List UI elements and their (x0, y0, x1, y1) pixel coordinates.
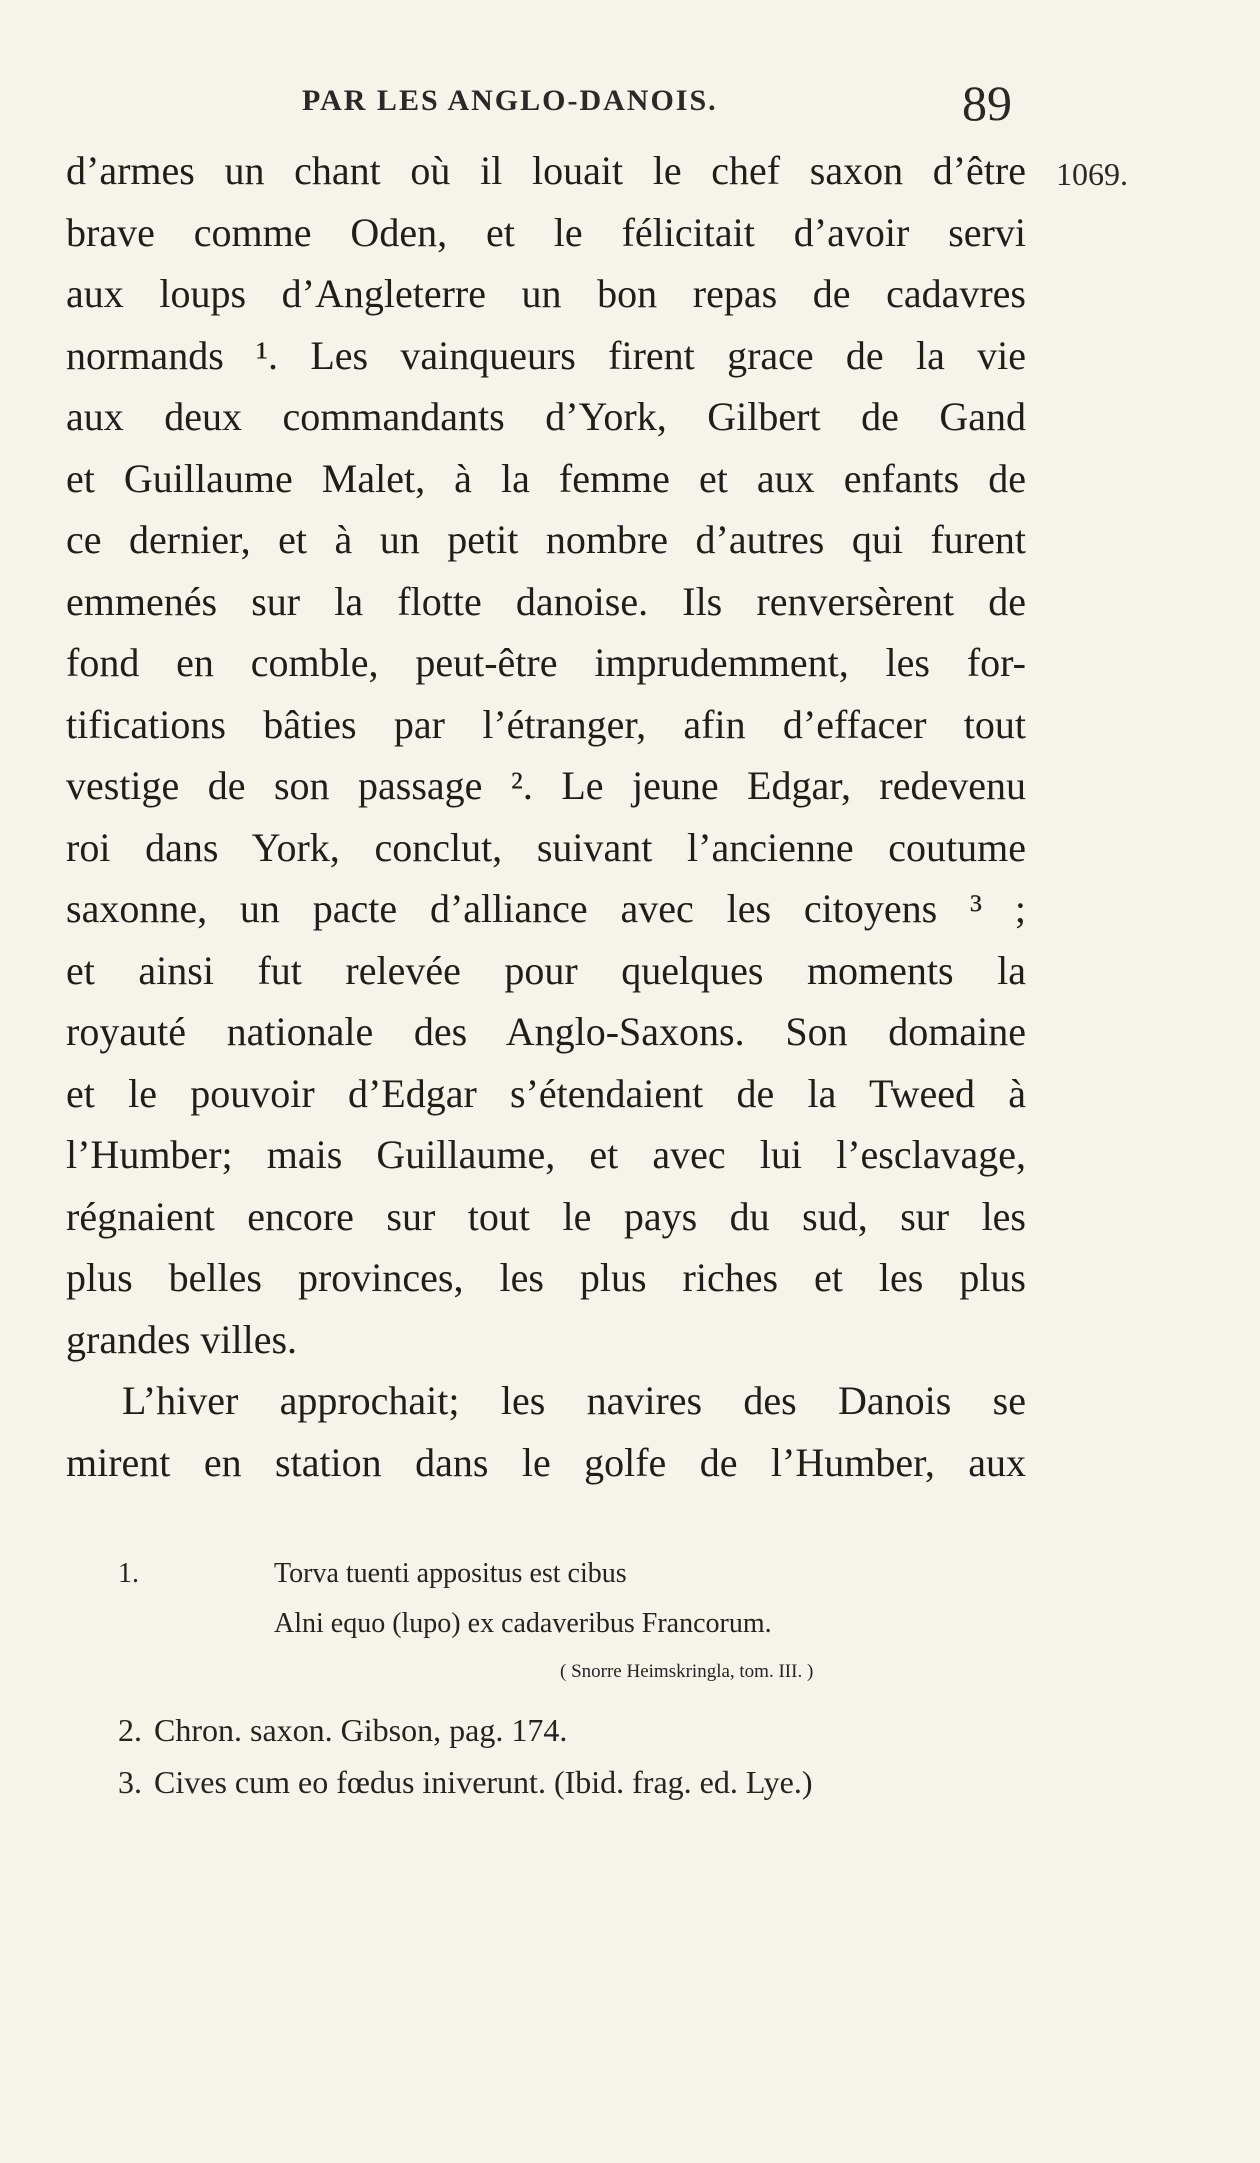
footnote-1-source (118, 1650, 1038, 1708)
footnote-text: Cives cum eo fœdus iniverunt. (Ibid. frag. ed. Lye.) (154, 1764, 813, 1800)
text-line-paragraph-start: L’hiver approchait; les navires des Danois se (122, 1378, 1026, 1423)
footnote-verse-line: Alni equo (lupo) ex cadaveribus Francorum. (274, 1608, 772, 1639)
text-line: et Guillaume Malet, à la femme et aux enfants de (66, 455, 1026, 501)
text-line: saxonne, un pacte d’alliance avec les citoyens ³ ; (66, 886, 1026, 931)
text-line: plus belles provinces, les plus riches et les plus (66, 1255, 1026, 1300)
text-line: et le pouvoir d’Edgar s’étendaient de la Tweed à (66, 1070, 1026, 1116)
text-line: ce dernier, et à un petit nombre d’autres qui furent (66, 517, 1026, 562)
text-line: l’Humber; mais Guillaume, et avec lui l’esclavage, (66, 1132, 1026, 1177)
text-line: mirent en station dans le golfe de l’Humber, aux (66, 1439, 1026, 1485)
text-line: fond en comble, peut-être imprudemment, les for- (66, 640, 1026, 685)
page-number: 89 (962, 75, 1012, 131)
footnote-number: 2. (118, 1712, 142, 1748)
running-head: PAR LES ANGLO-DANOIS. (302, 84, 718, 117)
footnote-3 (118, 1760, 1038, 1812)
footnote-2 (118, 1708, 1038, 1760)
text-line: royauté nationale des Anglo-Saxons. Son domaine (66, 1009, 1026, 1054)
text-line: vestige de son passage ². Le jeune Edgar, redevenu (66, 763, 1026, 808)
text-line: et ainsi fut relevée pour quelques moments la (66, 947, 1026, 993)
text-line: brave comme Oden, et le félicitait d’avoir servi (66, 209, 1026, 255)
footnote-text: Chron. saxon. Gibson, pag. 174. (154, 1712, 568, 1748)
text-line: tifications bâties par l’étranger, afin d’effacer tout (66, 701, 1026, 747)
text-line: régnaient encore sur tout le pays du sud, sur les (66, 1193, 1026, 1239)
text-line: normands ¹. Les vainqueurs firent grace de la vie (66, 332, 1026, 378)
footnote-1-continued (118, 1602, 1038, 1650)
page-header (0, 74, 1260, 134)
footnotes (118, 1552, 1038, 1812)
text-line: aux deux commandants d’York, Gilbert de Gand (66, 394, 1026, 439)
footnote-number: 1. (118, 1558, 139, 1589)
text-line: emmenés sur la flotte danoise. Ils renversèrent de (66, 578, 1026, 624)
text-line: roi dans York, conclut, suivant l’ancienne coutume (66, 824, 1026, 870)
text-line: aux loups d’Angleterre un bon repas de cadavres (66, 271, 1026, 316)
text-line: d’armes un chant où il louait le chef saxon d’être (66, 148, 1026, 193)
footnote-source: ( Snorre Heimskringla, tom. III. ) (560, 1661, 814, 1682)
footnote-number: 3. (118, 1764, 142, 1800)
footnote-verse-line: Torva tuenti appositus est cibus (274, 1558, 627, 1589)
margin-year-note: 1069. (1056, 156, 1128, 192)
footnote-1 (118, 1552, 1038, 1602)
body-text (66, 140, 1026, 1493)
text-line: grandes villes. (66, 1316, 298, 1362)
